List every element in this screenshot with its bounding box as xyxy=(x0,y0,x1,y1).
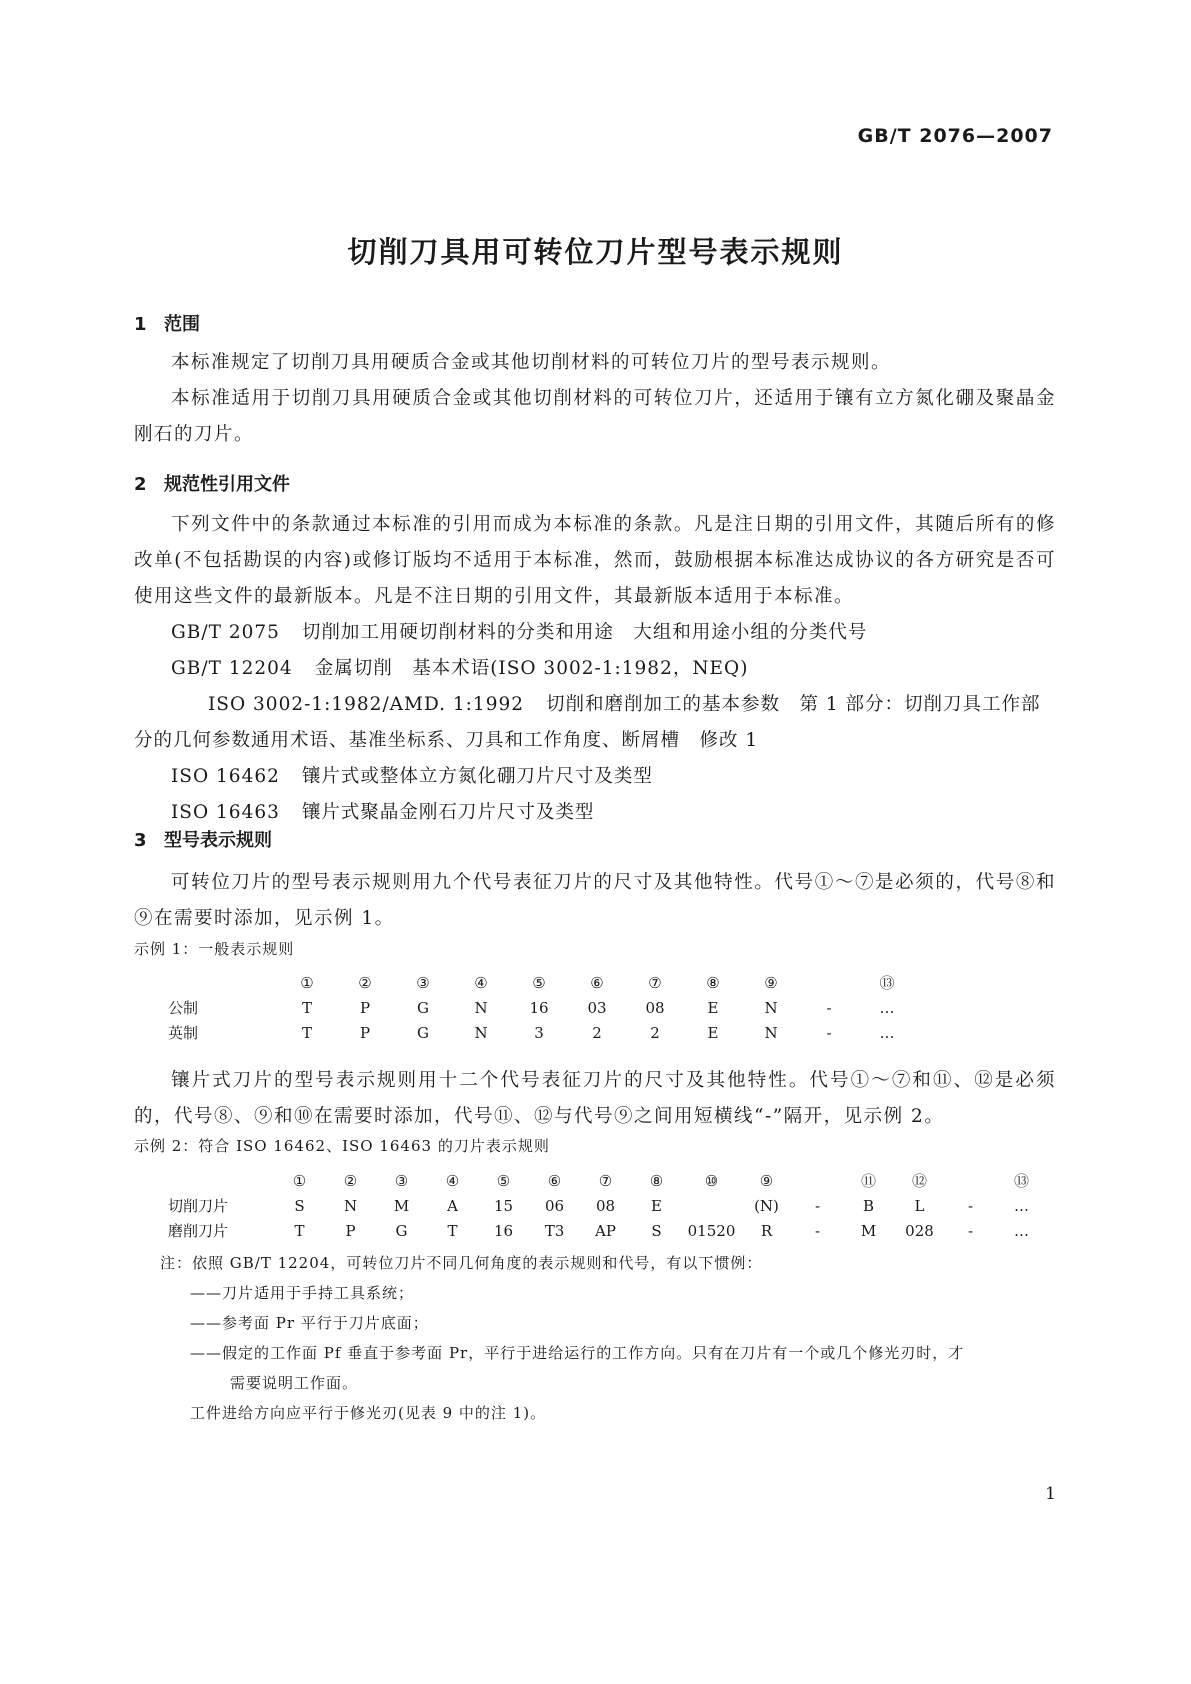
section-number: 3 xyxy=(134,830,147,851)
table-cell: 01520 xyxy=(687,1221,736,1240)
example-1-table xyxy=(168,970,916,1045)
table-cell: ⑥ xyxy=(547,1171,562,1190)
reference-title: 镶片式或整体立方氮化硼刀片尺寸及类型 xyxy=(301,766,653,787)
table-cell: ⑬ xyxy=(879,974,895,992)
table-cell: P xyxy=(359,1023,371,1042)
table-cell: ② xyxy=(343,1171,358,1190)
table-cell: E xyxy=(651,1196,662,1215)
table-cell: N xyxy=(474,998,488,1017)
table-row xyxy=(168,995,916,1020)
reference-title: 切削加工用硬切削材料的分类和用途 大组和用途小组的分类代号 xyxy=(301,622,868,643)
table-cell: 08 xyxy=(645,998,665,1017)
table-cell: A xyxy=(447,1196,458,1215)
reference-code: GB/T 12204 xyxy=(171,658,293,679)
table-cell: 3 xyxy=(534,1023,544,1042)
table-cell: N xyxy=(474,1023,488,1042)
reference-item xyxy=(134,795,1056,831)
table-cell: - xyxy=(826,998,832,1017)
table-cell: ⑬ xyxy=(1013,1172,1029,1190)
table-row xyxy=(168,1020,916,1045)
page-number: 1 xyxy=(1045,1484,1056,1504)
table-cell: 06 xyxy=(544,1196,565,1215)
table-cell: … xyxy=(879,998,895,1017)
table-cell xyxy=(168,1168,274,1193)
section-2-heading xyxy=(134,470,290,496)
section-title: 规范性引用文件 xyxy=(164,474,290,495)
paragraph: 本标准规定了切削刀具用硬质合金或其他切削材料的可转位刀片的型号表示规则。 xyxy=(171,352,892,373)
table-cell: ⑨ xyxy=(759,1171,774,1190)
table-cell: … xyxy=(1014,1196,1029,1215)
example-2-table xyxy=(168,1168,1047,1243)
table-cell: S xyxy=(651,1221,662,1240)
section-1-heading xyxy=(134,310,200,336)
table-cell: ⑥ xyxy=(590,973,604,992)
table-cell: N xyxy=(764,998,778,1017)
section-1-body xyxy=(134,345,1056,453)
table-cell: ⑪ xyxy=(860,1172,876,1190)
table-cell: T xyxy=(301,998,312,1017)
table-cell: 03 xyxy=(587,998,607,1017)
example-1-label: 示例 1：一般表示规则 xyxy=(134,940,295,958)
document-title: 切削刀具用可转位刀片型号表示规则 xyxy=(347,235,844,269)
table-cell: T xyxy=(294,1221,305,1240)
table-cell: - xyxy=(826,1023,832,1042)
table-cell: 15 xyxy=(493,1196,514,1215)
table-cell: 028 xyxy=(905,1221,934,1240)
table-cell xyxy=(800,970,858,995)
table-cell: S xyxy=(294,1196,305,1215)
table-cell: (N) xyxy=(754,1196,779,1215)
example-2-label: 示例 2：符合 ISO 16462、ISO 16463 的刀片表示规则 xyxy=(134,1137,550,1155)
table-cell: P xyxy=(345,1221,356,1240)
standard-number: GB/T 2076—2007 xyxy=(857,125,1053,147)
table-cell: N xyxy=(764,1023,778,1042)
table-cell xyxy=(682,1193,741,1218)
table-cell: T3 xyxy=(544,1221,565,1240)
reference-title: 切削和磨削加工的基本参数 第 1 部分：切削刀具工作部分的几何参数通用术语、基准坐标系、刀具和工作角度、断屑槽 修改 1 xyxy=(134,694,1041,751)
table-cell: G xyxy=(417,1023,429,1042)
table-row xyxy=(168,1218,1047,1243)
section-2-body xyxy=(134,507,1056,831)
reference-item xyxy=(134,651,1056,687)
table-cell: ⑩ xyxy=(704,1171,719,1190)
note-item: ——假定的工作面 Pf 垂直于参考面 Pr，平行于进给运行的工作方向。只有在刀片有一个或几个修光刃时，才 xyxy=(190,1344,965,1362)
table-cell: ⑦ xyxy=(598,1171,613,1190)
reference-item xyxy=(134,759,1056,795)
note-item-continuation: 需要说明工作面。 xyxy=(230,1374,359,1392)
table-cell: T xyxy=(447,1221,458,1240)
table-cell: ⑨ xyxy=(764,973,778,992)
table-cell: G xyxy=(417,998,429,1017)
paragraph: 本标准适用于切削刀具用硬质合金或其他切削材料的可转位刀片，还适用于镶有立方氮化硼及聚晶金刚石的刀片。 xyxy=(134,388,1056,445)
table-cell: ④ xyxy=(445,1171,460,1190)
reference-title: 金属切削 基本术语(ISO 3002-1:1982，NEQ) xyxy=(314,658,749,679)
table-cell: 16 xyxy=(493,1221,514,1240)
table-header-row xyxy=(168,1168,1047,1193)
table-cell: ⑦ xyxy=(648,973,662,992)
reference-code: ISO 16463 xyxy=(171,802,280,823)
note-intro: 注：依照 GB/T 12204，可转位刀片不同几何角度的表示规则和代号，有以下惯例： xyxy=(160,1254,763,1272)
table-cell xyxy=(945,1168,996,1193)
table-cell: R xyxy=(760,1221,773,1240)
reference-code: ISO 3002-1:1982/AMD. 1:1992 xyxy=(208,694,524,715)
section-number: 2 xyxy=(134,474,147,495)
example-2-label-wrap xyxy=(134,1135,1056,1156)
row-label: 英制 xyxy=(168,1024,199,1042)
table-cell: 08 xyxy=(595,1196,616,1215)
table-cell: ③ xyxy=(394,1171,409,1190)
row-label: 切削刀片 xyxy=(168,1197,229,1215)
table-cell: E xyxy=(707,998,719,1017)
table-cell: … xyxy=(879,1023,895,1042)
table-cell: ⑧ xyxy=(649,1171,664,1190)
section-title: 范围 xyxy=(164,314,200,335)
note-block xyxy=(160,1248,1020,1428)
row-label: 磨削刀片 xyxy=(168,1222,229,1240)
table-cell: ⑤ xyxy=(496,1171,511,1190)
table-cell: AP xyxy=(595,1221,616,1240)
table-cell xyxy=(168,970,278,995)
paragraph: 可转位刀片的型号表示规则用九个代号表征刀片的尺寸及其他特性。代号①～⑦是必须的，代号⑧和⑨在需要时添加，见示例 1。 xyxy=(134,872,1056,929)
table-cell: ① xyxy=(292,1171,307,1190)
note-final: 工件进给方向应平行于修光刃(见表 9 中的注 1)。 xyxy=(190,1404,547,1422)
table-cell: 16 xyxy=(529,998,549,1017)
table-cell: - xyxy=(967,1196,974,1215)
table-header-row xyxy=(168,970,916,995)
table-cell: E xyxy=(707,1023,719,1042)
table-cell: L xyxy=(914,1196,925,1215)
reference-item xyxy=(134,615,1056,651)
table-cell: ③ xyxy=(416,973,430,992)
example-1-label-wrap xyxy=(134,938,1056,959)
section-3-para-2 xyxy=(134,1063,1056,1135)
section-3-heading xyxy=(134,826,272,852)
table-cell: ⑫ xyxy=(911,1172,927,1190)
table-cell: - xyxy=(814,1196,821,1215)
table-cell: … xyxy=(1014,1221,1029,1240)
table-cell: 2 xyxy=(592,1023,602,1042)
table-cell: ④ xyxy=(474,973,488,992)
section-title: 型号表示规则 xyxy=(164,830,272,851)
table-cell: - xyxy=(814,1221,821,1240)
table-cell: 2 xyxy=(650,1023,660,1042)
reference-item xyxy=(134,687,1056,759)
table-cell: T xyxy=(301,1023,312,1042)
paragraph: 镶片式刀片的型号表示规则用十二个代号表征刀片的尺寸及其他特性。代号①～⑦和⑪、⑫是必须的，代号⑧、⑨和⑩在需要时添加，代号⑪、⑫与代号⑨之间用短横线“-”隔开，见示例 2。 xyxy=(134,1070,1056,1127)
note-item: ——刀片适用于手持工具系统； xyxy=(190,1284,415,1302)
table-cell: M xyxy=(860,1221,877,1240)
table-cell: M xyxy=(393,1196,410,1215)
table-cell: G xyxy=(395,1221,408,1240)
reference-title: 镶片式聚晶金刚石刀片尺寸及类型 xyxy=(301,802,595,823)
table-cell: B xyxy=(862,1196,875,1215)
table-cell: - xyxy=(967,1221,974,1240)
note-item: ——参考面 Pr 平行于刀片底面； xyxy=(190,1314,429,1332)
table-cell: ⑤ xyxy=(532,973,546,992)
section-3-para-1 xyxy=(134,865,1056,937)
section-number: 1 xyxy=(134,314,147,335)
reference-code: ISO 16462 xyxy=(171,766,280,787)
table-row xyxy=(168,1193,1047,1218)
reference-code: GB/T 2075 xyxy=(171,622,280,643)
row-label: 公制 xyxy=(168,999,199,1017)
paragraph: 下列文件中的条款通过本标准的引用而成为本标准的条款。凡是注日期的引用文件，其随后所有的修改单(不包括勘误的内容)或修订版均不适用于本标准，然而，鼓励根据本标准达成协议的各方研究是否可使用这些文件的最新版本。凡是不注日期的引用文件，其最新版本适用于本标准。 xyxy=(134,514,1056,607)
table-cell: ① xyxy=(300,973,314,992)
table-cell: P xyxy=(359,998,371,1017)
table-cell: N xyxy=(343,1196,358,1215)
table-cell: ⑧ xyxy=(706,973,720,992)
table-cell xyxy=(792,1168,843,1193)
table-cell: ② xyxy=(358,973,372,992)
